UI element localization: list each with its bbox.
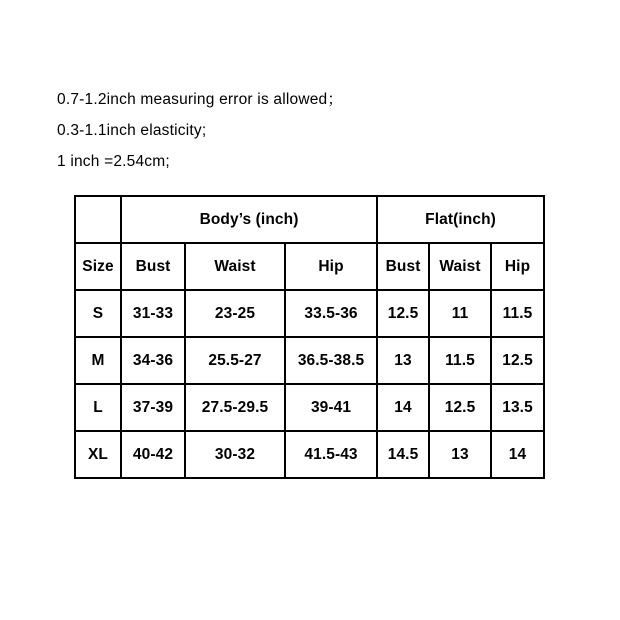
cell-s-body-bust: 31-33 (121, 290, 185, 337)
cell-l-body-hip: 39-41 (285, 384, 377, 431)
note-line-measuring-error: 0.7-1.2inch measuring error is allowed； (57, 91, 344, 108)
cell-xl-body-waist: 30-32 (185, 431, 285, 478)
cell-s-body-hip: 33.5-36 (285, 290, 377, 337)
row-size-xl: XL (75, 431, 121, 478)
column-header-body-waist: Waist (185, 243, 285, 290)
column-header-body-hip: Hip (285, 243, 377, 290)
column-header-size: Size (75, 243, 121, 290)
cell-l-flat-bust: 14 (377, 384, 429, 431)
cell-xl-flat-waist: 13 (429, 431, 491, 478)
table-column-header-row (75, 243, 544, 290)
cell-l-flat-waist: 12.5 (429, 384, 491, 431)
group-header-flat: Flat(inch) (377, 196, 544, 243)
cell-xl-flat-hip: 14 (491, 431, 544, 478)
cell-l-body-bust: 37-39 (121, 384, 185, 431)
note-line-inch-conversion: 1 inch =2.54cm; (57, 153, 170, 170)
cell-s-flat-hip: 11.5 (491, 290, 544, 337)
cell-l-body-waist: 27.5-29.5 (185, 384, 285, 431)
cell-m-flat-bust: 13 (377, 337, 429, 384)
cell-xl-flat-bust: 14.5 (377, 431, 429, 478)
group-header-body: Body’s (inch) (121, 196, 377, 243)
cell-m-flat-waist: 11.5 (429, 337, 491, 384)
column-header-body-bust: Bust (121, 243, 185, 290)
cell-s-body-waist: 23-25 (185, 290, 285, 337)
column-header-flat-hip: Hip (491, 243, 544, 290)
size-chart-table (74, 195, 545, 479)
note-line-elasticity: 0.3-1.1inch elasticity; (57, 122, 207, 139)
table-group-header-row (75, 196, 544, 243)
table-row (75, 384, 544, 431)
cell-xl-body-hip: 41.5-43 (285, 431, 377, 478)
table-row (75, 290, 544, 337)
cell-m-body-waist: 25.5-27 (185, 337, 285, 384)
table-corner-blank-cell (75, 196, 121, 243)
row-size-l: L (75, 384, 121, 431)
column-header-flat-bust: Bust (377, 243, 429, 290)
table-row (75, 431, 544, 478)
cell-s-flat-bust: 12.5 (377, 290, 429, 337)
cell-m-flat-hip: 12.5 (491, 337, 544, 384)
cell-xl-body-bust: 40-42 (121, 431, 185, 478)
table-row (75, 337, 544, 384)
cell-m-body-bust: 34-36 (121, 337, 185, 384)
cell-m-body-hip: 36.5-38.5 (285, 337, 377, 384)
measurement-notes (57, 84, 557, 177)
cell-l-flat-hip: 13.5 (491, 384, 544, 431)
row-size-m: M (75, 337, 121, 384)
size-chart-table-container (74, 195, 543, 479)
row-size-s: S (75, 290, 121, 337)
cell-s-flat-waist: 11 (429, 290, 491, 337)
column-header-flat-waist: Waist (429, 243, 491, 290)
